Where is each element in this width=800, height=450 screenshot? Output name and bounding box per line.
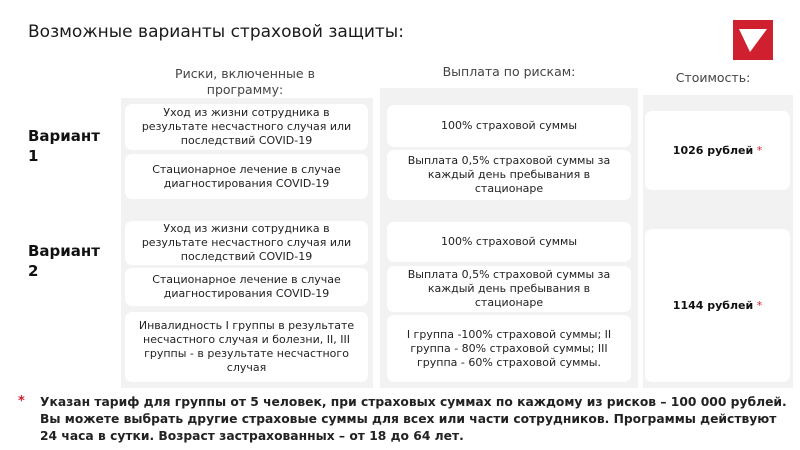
- footnote-asterisk: *: [18, 394, 25, 409]
- payout-cell: 100% страховой суммы: [387, 222, 631, 262]
- risks-header: Риски, включенные в программу:: [175, 66, 315, 97]
- variant-2-label: Вариант 2: [28, 242, 100, 280]
- payout-cell: 100% страховой суммы: [387, 105, 631, 147]
- footnote-text: Указан тариф для группы от 5 человек, при страховых суммах по каждому из рисков – 100 000 рублей. Вы можете выбрать другие страховые суммы для всех или части сотрудников. Программы действуют 24 часа в сутки. Возраст застрахованных – от 18 до 64 лет.: [40, 395, 787, 443]
- payout-header: Выплата по рискам:: [442, 64, 576, 79]
- risk-cell: Уход из жизни сотрудника в результате несчастного случая или последствий COVID-19: [125, 104, 368, 150]
- payout-cell: Выплата 0,5% страховой суммы за каждый день пребывания в стационаре: [387, 150, 631, 200]
- variant-1-label: Вариант 1: [28, 127, 100, 165]
- payout-cell: I группа -100% страховой суммы; II группа - 80% страховой суммы; III группа - 60% страховой суммы.: [387, 315, 631, 382]
- risk-cell: Инвалидность I группы в результате несчастного случая и болезни, II, III группы - в результате несчастного случая: [125, 312, 368, 382]
- price-asterisk: *: [756, 143, 763, 157]
- page-title: Возможные варианты страховой защиты:: [28, 22, 404, 42]
- price-value: 1144 рублей: [672, 298, 754, 312]
- red-checkmark-logo-icon: [733, 20, 773, 60]
- payout-cell: Выплата 0,5% страховой суммы за каждый день пребывания в стационаре: [387, 266, 631, 312]
- risk-cell: Стационарное лечение в случае диагностирования COVID-19: [125, 268, 368, 306]
- price-asterisk: *: [756, 298, 763, 312]
- risk-cell: Уход из жизни сотрудника в результате несчастного случая или последствий COVID-19: [125, 221, 368, 265]
- cost-header: Стоимость:: [675, 70, 751, 85]
- price-cell: [645, 111, 790, 190]
- price-value: 1026 рублей: [672, 143, 754, 157]
- price-cell: [645, 229, 790, 382]
- risk-cell: Стационарное лечение в случае диагностирования COVID-19: [125, 154, 368, 199]
